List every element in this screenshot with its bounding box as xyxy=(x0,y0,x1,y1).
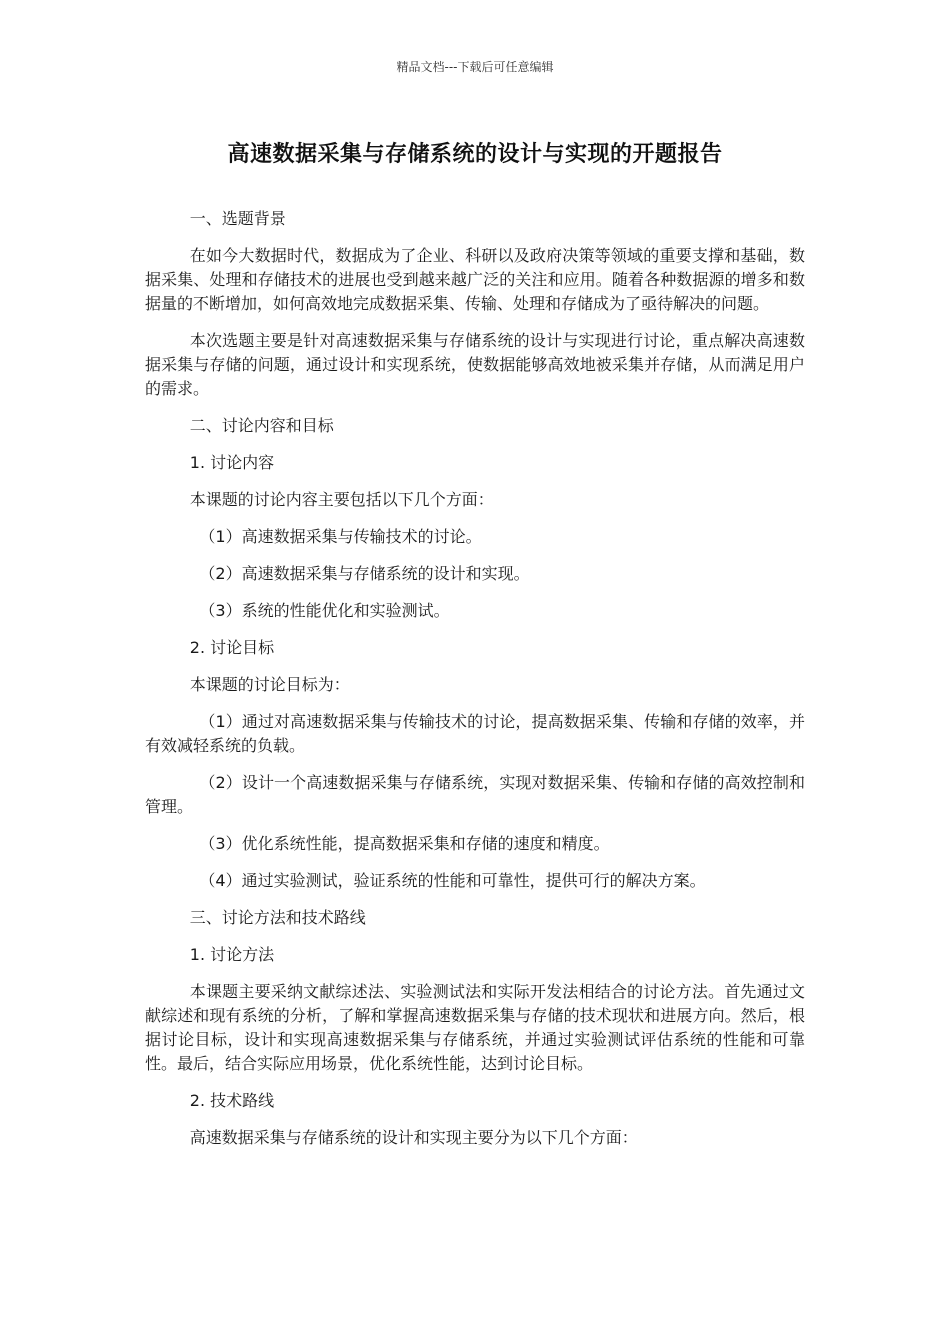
paragraph-goals-intro: 本课题的讨论目标为： xyxy=(189,675,350,694)
document-body xyxy=(145,207,805,1163)
subheading-goals: 2. 讨论目标 xyxy=(189,638,275,657)
list-item-content-2: （2）高速数据采集与存储系统的设计和实现。 xyxy=(199,564,530,583)
subheading-methods: 1. 讨论方法 xyxy=(189,945,275,964)
header-note: 精品文档---下载后可任意编辑 xyxy=(396,60,554,74)
section-heading-background: 一、选题背景 xyxy=(189,209,286,228)
paragraph-technical-route: 高速数据采集与存储系统的设计和实现主要分为以下几个方面： xyxy=(189,1128,638,1147)
paragraph-content-intro: 本课题的讨论内容主要包括以下几个方面： xyxy=(189,490,494,509)
list-item-goal-4: （4）通过实验测试，验证系统的性能和可靠性，提供可行的解决方案。 xyxy=(199,871,706,890)
section-heading-content-goals: 二、讨论内容和目标 xyxy=(189,416,334,435)
list-item-content-1: （1）高速数据采集与传输技术的讨论。 xyxy=(199,527,482,546)
list-item-content-3: （3）系统的性能优化和实验测试。 xyxy=(199,601,450,620)
document-title: 高速数据采集与存储系统的设计与实现的开题报告 xyxy=(227,142,723,167)
subheading-content: 1. 讨论内容 xyxy=(189,453,275,472)
list-item-goal-1: （1）通过对高速数据采集与传输技术的讨论，提高数据采集、传输和存储的效率，并有效减轻系统的负载。 xyxy=(145,712,805,755)
list-item-goal-3: （3）优化系统性能，提高数据采集和存储的速度和精度。 xyxy=(199,834,610,853)
paragraph-background-1: 在如今大数据时代，数据成为了企业、科研以及政府决策等领域的重要支撑和基础，数据采集、处理和存储技术的进展也受到越来越广泛的关注和应用。随着各种数据源的增多和数据量的不断增加，如何高效地完成数据采集、传输、处理和存储成为了亟待解决的问题。 xyxy=(145,246,805,313)
paragraph-background-2: 本次选题主要是针对高速数据采集与存储系统的设计与实现进行讨论，重点解决高速数据采集与存储的问题，通过设计和实现系统，使数据能够高效地被采集并存储，从而满足用户的需求。 xyxy=(145,331,805,398)
paragraph-methods: 本课题主要采纳文献综述法、实验测试法和实际开发法相结合的讨论方法。首先通过文献综述和现有系统的分析，了解和掌握高速数据采集与存储的技术现状和进展方向。然后，根据讨论目标，设计和实现高速数据采集与存储系统，并通过实验测试评估系统的性能和可靠性。最后，结合实际应用场景，优化系统性能，达到讨论目标。 xyxy=(145,982,805,1073)
section-heading-methods: 三、讨论方法和技术路线 xyxy=(189,908,366,927)
list-item-goal-2: （2）设计一个高速数据采集与存储系统，实现对数据采集、传输和存储的高效控制和管理。 xyxy=(145,773,805,816)
subheading-technical-route: 2. 技术路线 xyxy=(189,1091,275,1110)
